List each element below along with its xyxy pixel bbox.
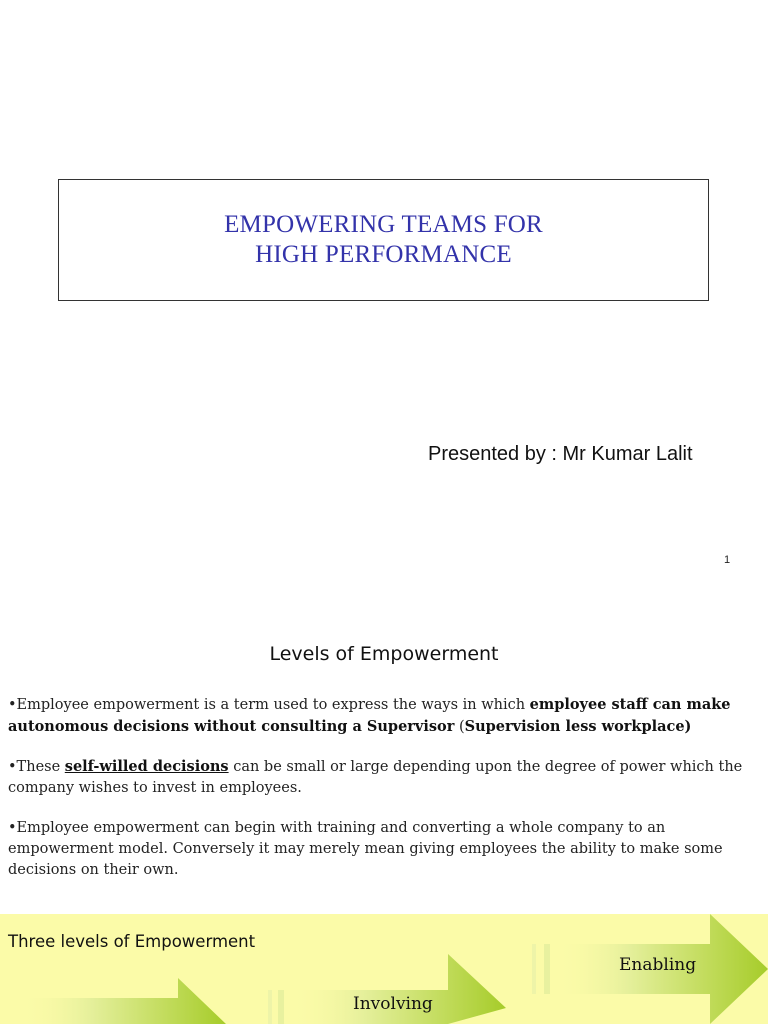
bullet-text: can be small or large depending upon the degree of power which the company wishes to invest in employees. xyxy=(8,759,743,796)
slide-title-line-1: EMPOWERING TEAMS FOR xyxy=(224,211,543,238)
bullet-self-willed xyxy=(8,756,760,799)
bullet-text: ( xyxy=(454,719,465,735)
bullet-text: •These xyxy=(8,759,65,775)
arrow-right-icon xyxy=(20,978,226,1024)
content-slide xyxy=(0,610,768,1024)
bullet-definition xyxy=(8,694,760,738)
title-box xyxy=(58,179,709,301)
levels-band xyxy=(0,914,768,1024)
bullet-emphasis: employee staff can make autonomous decisions without consulting a Supervisor xyxy=(8,696,731,735)
slide-heading: Levels of Empowerment xyxy=(269,643,499,665)
bullet-text: •Employee empowerment is a term used to express the ways in which xyxy=(8,697,530,713)
band-heading: Three levels of Empowerment xyxy=(8,932,256,951)
bullet-underlined-term: self-willed decisions xyxy=(64,758,229,775)
slide-title-line-2: HIGH PERFORMANCE xyxy=(255,241,512,268)
page-number: 1 xyxy=(724,554,731,566)
bullet-training: •Employee empowerment can begin with training and converting a whole company to an empowerment model. Conversely it may merely mean giving employees the ability to make some decisions on their own. xyxy=(8,820,723,878)
level-enabling-label: Enabling xyxy=(619,955,697,975)
level-involving-label: Involving xyxy=(353,994,433,1014)
presenter-credit: Presented by : Mr Kumar Lalit xyxy=(428,443,693,465)
bullet-emphasis: Supervision less workplace) xyxy=(464,718,692,735)
